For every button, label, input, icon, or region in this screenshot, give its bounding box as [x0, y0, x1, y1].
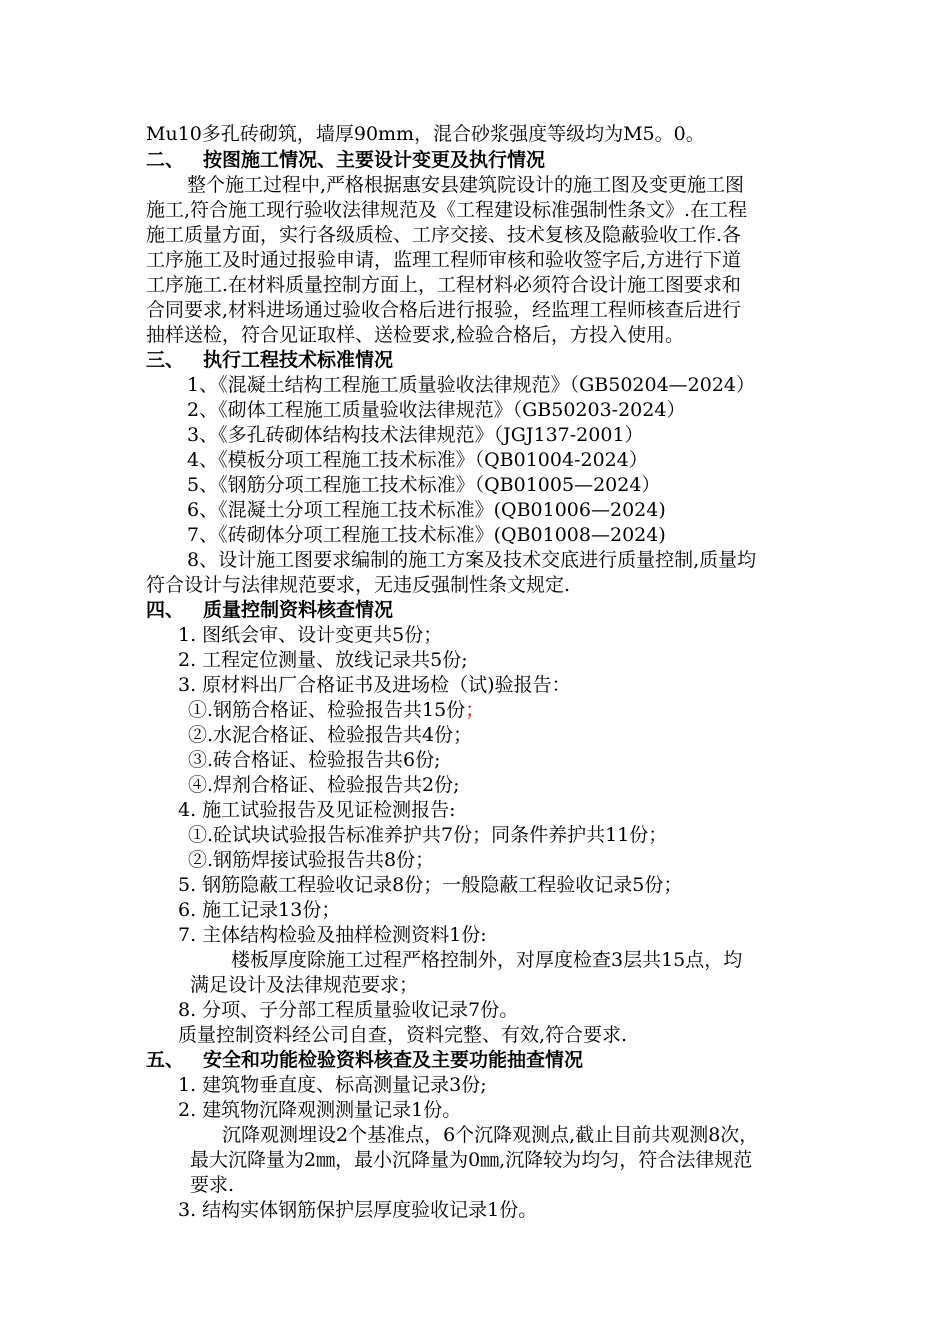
qc-subitem: ③.砖合格证、检验报告共6份;: [188, 749, 441, 771]
safety-item-2-detail: 要求.: [190, 1174, 235, 1196]
qc-subitem: ②.钢筋焊接试验报告共8份；: [188, 849, 435, 871]
qc-item: 1. 图纸会审、设计变更共5份；: [178, 624, 443, 646]
standard-item: 5、《钢筋分项工程施工技术标准》（QB01005—2024）: [187, 474, 661, 496]
section-2-paragraph-line: 施工,符合施工现行验收法律规范及《工程建设标准强制性条文》.在工程: [146, 199, 748, 221]
qc-item: 4. 施工试验报告及见证检测报告:: [178, 799, 456, 821]
safety-item: 3. 结构实体钢筋保护层厚度验收记录1份。: [178, 1199, 538, 1221]
standard-item-8-line: 8、设计施工图要求编制的施工方案及技术交底进行质量控制,质量均: [187, 549, 757, 571]
qc-item-7-detail: 满足设计及法律规范要求；: [190, 974, 419, 996]
safety-item-2-detail: 最大沉降量为2㎜，最小沉降量为0㎜,沉降较为均匀，符合法律规范: [190, 1149, 753, 1171]
qc-subitem: ④.焊剂合格证、检验报告共2份;: [188, 774, 460, 796]
section-2-paragraph-line: 施工质量方面，实行各级质检、工序交接、技术复核及隐蔽验收工作.各: [146, 224, 742, 246]
section-5-title: 安全和功能检验资料核查及主要功能抽查情况: [203, 1049, 584, 1071]
qc-item: 2. 工程定位测量、放线记录共5份;: [178, 649, 468, 671]
qc-item: 6. 施工记录13份；: [178, 899, 341, 921]
intro-line: Mu10多孔砖砌筑，墙厚90mm，混合砂浆强度等级均为M5。0。: [146, 123, 705, 145]
standard-item: 1、《混凝土结构工程施工质量验收法律规范》（GB50204—2024）: [187, 374, 756, 396]
section-3-number: 三、: [146, 349, 185, 371]
qc-subitem: ①.砼试块试验报告标准养护共7份；同条件养护共11份；: [188, 824, 668, 846]
section-4-title: 质量控制资料核查情况: [203, 599, 394, 621]
section-2-heading: [146, 148, 545, 173]
qc-subitem: [188, 698, 484, 723]
section-5-number: 五、: [146, 1049, 185, 1071]
safety-item-2-detail: 沉降观测埋设2个基准点，6个沉降观测点,截止目前共观测8次，: [222, 1124, 759, 1146]
standard-item: 3、《多孔砖砌体结构技术法律规范》（JGJ137-2001）: [187, 424, 644, 446]
section-2-paragraph-line: 工序施工.在材料质量控制方面上，工程材料必须符合设计施工图要求和: [146, 274, 742, 296]
section-4-number: 四、: [146, 599, 185, 621]
qc-subitem-mark: ；: [465, 699, 485, 721]
standard-item: 2、《砌体工程施工质量验收法律规范》（GB50203-2024）: [187, 399, 686, 421]
standard-item-8-line: 符合设计与法律规范要求，无违反强制性条文规定.: [146, 574, 571, 596]
standard-item: 6、《混凝土分项工程施工技术标准》(QB01006—2024): [187, 499, 666, 521]
section-3-title: 执行工程技术标准情况: [203, 349, 394, 371]
qc-item: 8. 分项、子分部工程质量验收记录7份。: [178, 999, 519, 1021]
section-4-heading: [146, 598, 393, 623]
qc-subitem-text: ①.钢筋合格证、检验报告共15份: [188, 699, 466, 721]
section-2-paragraph-line: 合同要求,材料进场通过验收合格后进行报验，经监理工程师核查后进行: [146, 299, 742, 321]
qc-item-7-detail: 楼板厚度除施工过程严格控制外，对厚度检查3层共15点，均: [231, 949, 743, 971]
standard-item: 7、《砖砌体分项工程施工技术标准》(QB01008—2024): [187, 524, 666, 546]
section-2-paragraph-line: 整个施工过程中,严格根据惠安县建筑院设计的施工图及变更施工图: [187, 174, 745, 196]
safety-item: 1. 建筑物垂直度、标高测量记录3份;: [178, 1074, 487, 1096]
qc-item: 3. 原材料出厂合格证书及进场检（试)验报告：: [178, 674, 571, 696]
section-3-heading: [146, 348, 393, 373]
section-2-title: 按图施工情况、主要设计变更及执行情况: [203, 149, 546, 171]
safety-item: 2. 建筑物沉降观测测量记录1份。: [178, 1099, 462, 1121]
section-2-paragraph-line: 抽样送检，符合见证取样、送检要求,检验合格后，方投入使用。: [146, 324, 685, 346]
section-2-paragraph-line: 工序施工及时通过报验申请，监理工程师审核和验收签字后,方进行下道: [146, 249, 742, 271]
qc-item: 5. 钢筋隐蔽工程验收记录8份；一般隐蔽工程验收记录5份；: [178, 874, 683, 896]
standard-item: 4、《模板分项工程施工技术标准》（QB01004-2024）: [187, 449, 648, 471]
qc-conclusion: 质量控制资料经公司自查，资料完整、有效,符合要求.: [178, 1024, 628, 1046]
qc-item: 7. 主体结构检验及抽样检测资料1份:: [178, 924, 487, 946]
qc-subitem: ②.水泥合格证、检验报告共4份；: [188, 724, 473, 746]
section-5-heading: [146, 1048, 583, 1073]
section-2-number: 二、: [146, 149, 185, 171]
